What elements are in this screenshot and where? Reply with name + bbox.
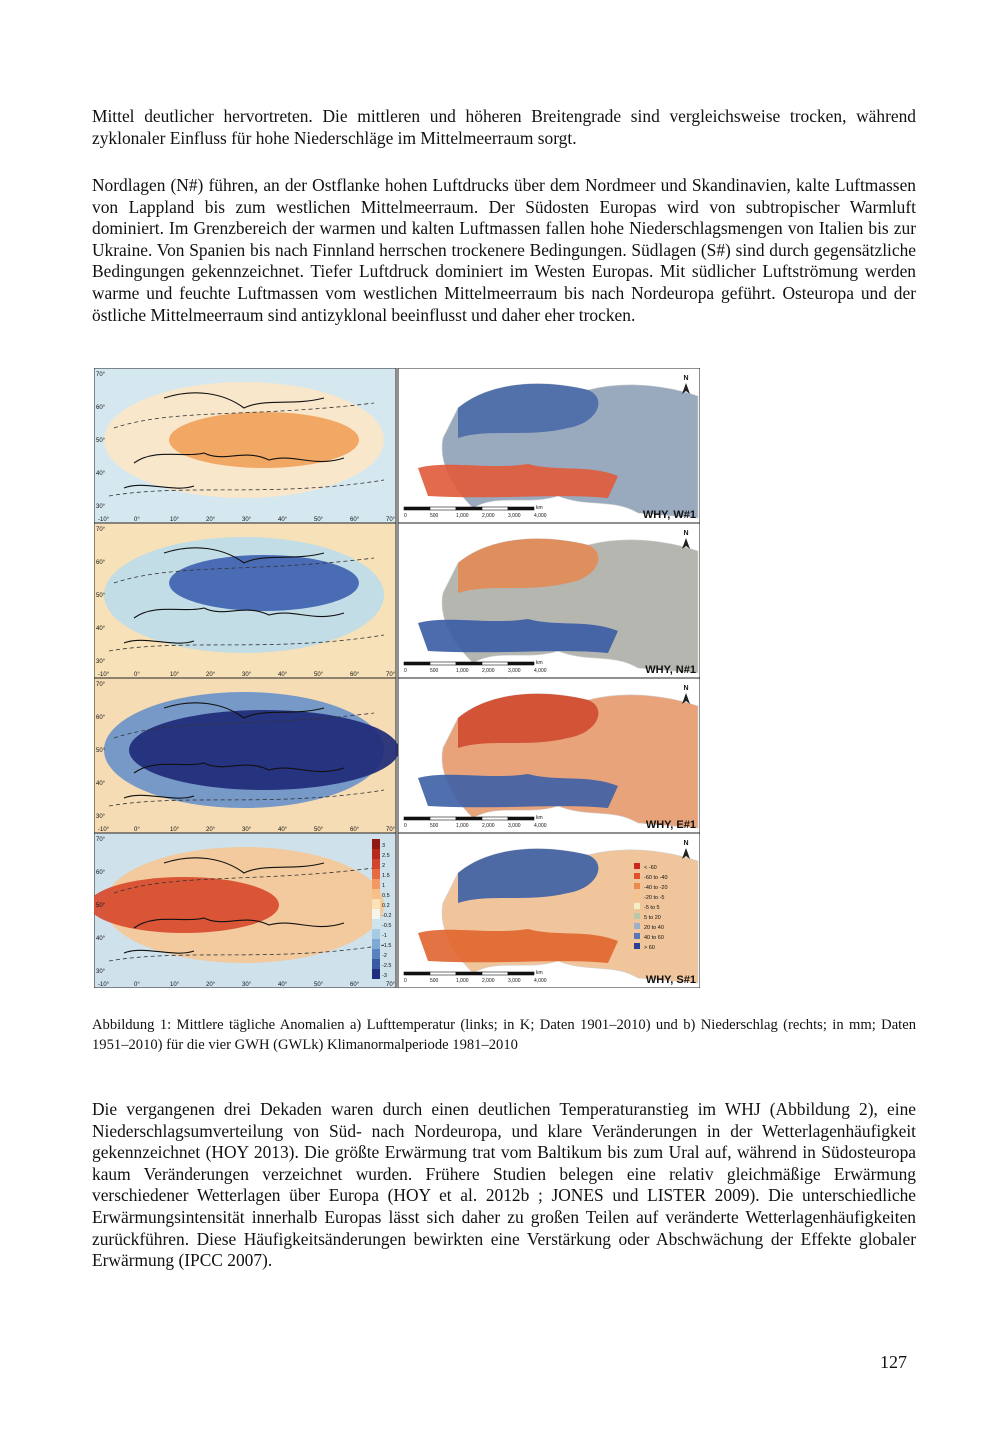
longitude-label: 60°	[350, 517, 360, 523]
precip-legend-swatch	[634, 913, 640, 919]
latitude-label: 50°	[96, 438, 106, 444]
scale-label: 2,000	[482, 513, 495, 519]
scale-segment	[456, 972, 482, 975]
longitude-label: 40°	[278, 982, 288, 988]
scale-label: 4,000	[534, 513, 547, 519]
scale-label: 3,000	[508, 823, 521, 829]
longitude-label: 60°	[350, 827, 360, 833]
latitude-label: 60°	[96, 560, 106, 566]
precip-legend-label: 20 to 40	[644, 925, 664, 931]
latitude-label: 40°	[96, 936, 106, 942]
scale-segment	[404, 972, 430, 975]
scale-segment	[482, 507, 508, 510]
longitude-label: 50°	[314, 982, 324, 988]
longitude-label: 50°	[314, 827, 324, 833]
precip-legend-label: -20 to -5	[644, 895, 665, 901]
longitude-label: 50°	[314, 517, 324, 523]
precip-legend-label: -60 to -40	[644, 875, 668, 881]
latitude-label: 30°	[96, 814, 106, 820]
panel-tag: WHY, N#1	[645, 664, 696, 676]
temp-legend-label: 2	[382, 863, 386, 869]
latitude-label: 60°	[96, 405, 106, 411]
latitude-label: 70°	[96, 682, 106, 688]
north-label: N	[683, 530, 689, 537]
figure-canvas	[94, 368, 700, 988]
scale-segment	[404, 817, 430, 820]
scale-segment	[482, 972, 508, 975]
temp-legend-label: 1.5	[382, 873, 390, 879]
temp-legend-swatch	[372, 859, 380, 869]
temp-legend-label: -2	[382, 953, 387, 959]
figure-row-4	[94, 833, 700, 988]
scale-label: 1,000	[456, 823, 469, 829]
precip-legend-label: 5 to 20	[644, 915, 661, 921]
temp-anomaly-core	[129, 710, 399, 790]
latitude-label: 60°	[96, 715, 106, 721]
latitude-label: 40°	[96, 471, 106, 477]
north-label: N	[683, 840, 689, 847]
temp-legend-swatch	[372, 929, 380, 939]
latitude-label: 70°	[96, 527, 106, 533]
scale-label: 3,000	[508, 668, 521, 674]
temp-anomaly-core	[94, 877, 279, 933]
panel-tag: WHY, W#1	[642, 509, 696, 521]
scale-unit: km	[536, 660, 543, 666]
longitude-label: 0°	[134, 517, 140, 523]
scale-segment	[508, 817, 534, 820]
latitude-label: 40°	[96, 626, 106, 632]
longitude-label: 30°	[242, 827, 252, 833]
scale-segment	[430, 972, 456, 975]
latitude-label: 70°	[96, 837, 106, 843]
scale-segment	[430, 817, 456, 820]
scale-label: 500	[430, 513, 439, 519]
north-label: N	[683, 685, 689, 692]
scale-segment	[456, 507, 482, 510]
longitude-label: 10°	[170, 672, 180, 678]
precip-map-1	[398, 368, 700, 523]
scale-label: 500	[430, 978, 439, 984]
temp-map-3	[94, 678, 399, 833]
temp-legend-label: -0.2	[382, 913, 392, 919]
latitude-label: 50°	[96, 903, 106, 909]
scale-label: 0	[404, 823, 407, 829]
precip-legend-swatch	[634, 933, 640, 939]
scale-label: 500	[430, 668, 439, 674]
longitude-label: 0°	[134, 982, 140, 988]
temp-legend-label: -2.5	[382, 963, 392, 969]
longitude-label: 20°	[206, 827, 216, 833]
longitude-label: 70°	[386, 517, 396, 523]
latitude-label: 50°	[96, 593, 106, 599]
scale-label: 3,000	[508, 513, 521, 519]
temp-legend-label: -1.5	[382, 943, 392, 949]
longitude-label: 20°	[206, 982, 216, 988]
longitude-label: 40°	[278, 517, 288, 523]
temp-anomaly-core	[169, 412, 359, 468]
scale-segment	[456, 817, 482, 820]
scale-label: 1,000	[456, 513, 469, 519]
temp-legend-swatch	[372, 849, 380, 859]
latitude-label: 50°	[96, 748, 106, 754]
longitude-label: -10°	[98, 517, 110, 523]
scale-segment	[508, 662, 534, 665]
precip-legend-swatch	[634, 883, 640, 889]
paragraph-2: Nordlagen (N#) führen, an der Ostflanke hohen Luftdrucks über dem Nordmeer und Skandinavien, kalte Luftmassen von Lappland bis zum westlichen Mittelmeerraum. Der Südosten Europas wird von subtropischer Warmluft dominiert. Im Grenzbereich der warmen und kalten Luftmassen fallen hohe Niederschlagsmengen von Italien bis zur Ukraine. Von Spanien bis nach Finnland herrschen trockenere Bedingungen. Südlagen (S#) sind durch gegensätzliche Bedingungen gekennzeichnet. Tiefer Luftdruck dominiert im Westen Europas. Mit südlicher Luftströmung werden warme und feuchte Luftmassen vom westlichen Mittelmeerraum bis nach Nordeuropa geführt. Osteuropa und der östliche Mittelmeerraum sind antizyklonal beeinflusst und daher eher trocken.	[92, 175, 916, 325]
longitude-label: 60°	[350, 982, 360, 988]
scale-label: 4,000	[534, 978, 547, 984]
scale-label: 0	[404, 668, 407, 674]
scale-segment	[456, 662, 482, 665]
longitude-label: 30°	[242, 517, 252, 523]
longitude-label: -10°	[98, 982, 110, 988]
scale-label: 3,000	[508, 978, 521, 984]
longitude-label: 70°	[386, 982, 396, 988]
precip-legend-label: 40 to 60	[644, 935, 664, 941]
longitude-label: 10°	[170, 517, 180, 523]
panel-tag: WHY, E#1	[645, 819, 696, 831]
temp-legend-swatch	[372, 919, 380, 929]
latitude-label: 30°	[96, 969, 106, 975]
precip-legend-label: < -60	[644, 865, 657, 871]
scale-segment	[482, 817, 508, 820]
figure-caption: Abbildung 1: Mittlere tägliche Anomalien a) Lufttemperatur (links; in K; Daten 1901–2010) und b) Niederschlag (rechts; in mm; Daten 1951–2010) für die vier GWH (GWLk) Klimanormalperiode 1981–2010	[92, 1017, 916, 1053]
scale-label: 4,000	[534, 668, 547, 674]
scale-label: 500	[430, 823, 439, 829]
temp-legend-swatch	[372, 949, 380, 959]
temp-legend-swatch	[372, 869, 380, 879]
precip-map-2	[398, 523, 700, 678]
north-label: N	[683, 375, 689, 382]
latitude-label: 30°	[96, 504, 106, 510]
scale-label: 2,000	[482, 823, 495, 829]
scale-label: 1,000	[456, 668, 469, 674]
temp-legend-swatch	[372, 899, 380, 909]
figure-row-3	[94, 678, 700, 833]
longitude-label: 20°	[206, 517, 216, 523]
longitude-label: 40°	[278, 672, 288, 678]
scale-label: 1,000	[456, 978, 469, 984]
longitude-label: 0°	[134, 672, 140, 678]
precip-legend-label: -40 to -20	[644, 885, 668, 891]
temp-legend-swatch	[372, 969, 380, 979]
longitude-label: 30°	[242, 982, 252, 988]
precip-legend-swatch	[634, 863, 640, 869]
scale-segment	[508, 507, 534, 510]
temp-legend-label: -3	[382, 973, 387, 979]
figure-row-1	[94, 368, 700, 523]
paragraph-1: Mittel deutlicher hervortreten. Die mittleren und höheren Breitengrade sind vergleichsweise trocken, während zyklonaler Einfluss für hohe Niederschläge im Mittelmeerraum sorgt.	[92, 106, 916, 148]
temp-map-4	[94, 833, 396, 988]
longitude-label: 50°	[314, 672, 324, 678]
latitude-label: 60°	[96, 870, 106, 876]
figure-1	[94, 368, 700, 988]
temp-legend-label: -1	[382, 933, 387, 939]
scale-segment	[430, 662, 456, 665]
temp-legend-label: 0.2	[382, 903, 390, 909]
scale-label: 2,000	[482, 978, 495, 984]
precip-legend-label: > 60	[644, 945, 655, 951]
longitude-label: 20°	[206, 672, 216, 678]
page-number: 127	[880, 1352, 907, 1372]
precip-legend-swatch	[634, 903, 640, 909]
precip-legend-swatch	[634, 893, 640, 899]
latitude-label: 30°	[96, 659, 106, 665]
scale-unit: km	[536, 815, 543, 821]
latitude-label: 70°	[96, 372, 106, 378]
temp-legend-label: 0.5	[382, 893, 390, 899]
longitude-label: -10°	[98, 827, 110, 833]
longitude-label: 0°	[134, 827, 140, 833]
temp-legend-swatch	[372, 839, 380, 849]
temp-legend-label: 2.5	[382, 853, 390, 859]
scale-unit: km	[536, 505, 543, 511]
precip-legend-swatch	[634, 943, 640, 949]
scale-segment	[482, 662, 508, 665]
scale-segment	[430, 507, 456, 510]
temp-map-2	[94, 523, 396, 678]
longitude-label: 30°	[242, 672, 252, 678]
temp-legend-swatch	[372, 939, 380, 949]
longitude-label: 40°	[278, 827, 288, 833]
longitude-label: 10°	[170, 982, 180, 988]
paragraph-3: Die vergangenen drei Dekaden waren durch einen deutlichen Temperaturanstieg im WHJ (Abbildung 2), eine Niederschlagsumverteilung von Süd- nach Nordeuropa, und klare Veränderungen in der Wetterlagenhäufigkeit gekennzeichnet (HOY 2013). Die größte Erwärmung trat vom Baltikum bis zum Ural auf, während in Südosteuropa kaum Veränderungen verzeichnet wurden. Frühere Studien belegen eine relativ gleichmäßige Erwärmung verschiedener Wetterlagen über Europa (HOY et al. 2012b ; JONES und LISTER 2009). Die unterschiedliche Erwärmungsintensität innerhalb Europas lässt sich daher zu großen Teilen auf veränderte Wetterlagenhäufigkeiten zurückführen. Diese Häufigkeitsänderungen bewirkten eine Verstärkung oder Abschwächung der Effekte globaler Erwärmung (IPCC 2007).	[92, 1099, 916, 1271]
longitude-label: 60°	[350, 672, 360, 678]
temp-legend-swatch	[372, 909, 380, 919]
temp-legend-swatch	[372, 889, 380, 899]
longitude-label: -10°	[98, 672, 110, 678]
scale-segment	[404, 662, 430, 665]
latitude-label: 40°	[96, 781, 106, 787]
scale-segment	[508, 972, 534, 975]
longitude-label: 10°	[170, 827, 180, 833]
longitude-label: 70°	[386, 827, 396, 833]
temp-legend-label: 3	[382, 843, 386, 849]
temp-legend-label: 1	[382, 883, 386, 889]
temp-legend-label: -0.5	[382, 923, 392, 929]
temp-map-1	[94, 368, 396, 523]
scale-label: 2,000	[482, 668, 495, 674]
precip-map-3	[398, 678, 700, 833]
scale-label: 0	[404, 513, 407, 519]
precip-legend-swatch	[634, 873, 640, 879]
temp-anomaly-core	[169, 555, 359, 611]
longitude-label: 70°	[386, 672, 396, 678]
figure-row-2	[94, 523, 700, 678]
panel-tag: WHY, S#1	[645, 974, 696, 986]
scale-segment	[404, 507, 430, 510]
scale-label: 4,000	[534, 823, 547, 829]
scale-unit: km	[536, 970, 543, 976]
precip-legend-label: -5 to 5	[644, 905, 660, 911]
temp-legend-swatch	[372, 879, 380, 889]
precip-legend-swatch	[634, 923, 640, 929]
scale-label: 0	[404, 978, 407, 984]
temp-legend-swatch	[372, 959, 380, 969]
